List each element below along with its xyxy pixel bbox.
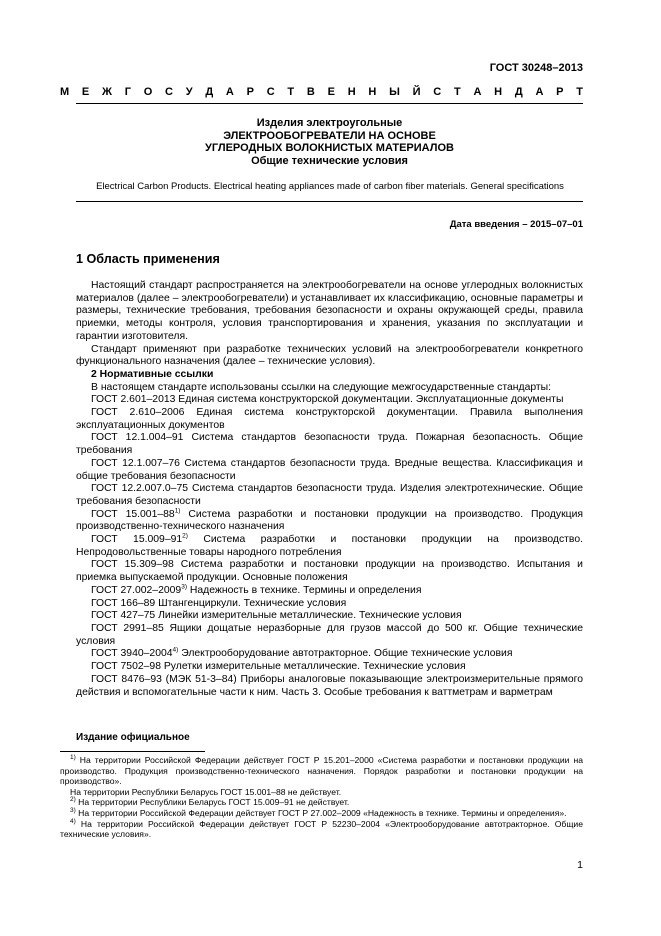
introduction-date: Дата введения – 2015–07–01: [449, 219, 583, 230]
title-rule: [76, 201, 583, 202]
footnotes: [60, 755, 583, 840]
footnote-mark: 4): [70, 817, 76, 825]
section-2-heading: 2 Нормативные ссылки: [91, 368, 214, 380]
reference-item: ГОСТ 427–75 Линейки измерительные металлические. Технические условия: [91, 610, 462, 622]
reference-code: ГОСТ 27.002–2009: [91, 584, 182, 596]
footnote-text: На территории Республики Беларусь ГОСТ 15.009–91 не действует.: [75, 797, 350, 808]
footnote-text: На территории Российской Федерации действует ГОСТ Р 15.201–2000 «Система разработки и постановки продукции на производство. Продукция производственно-технического назначения. Порядок разработки и постановки продукции на производство».: [60, 755, 583, 787]
reference-title: Система разработки и постановки продукции на производство. Непродовольственные товары народного потребления: [76, 534, 583, 558]
reference-item: ГОСТ 166–89 Штангенциркули. Технические условия: [91, 597, 347, 609]
english-title: Electrical Carbon Products. Electrical heating appliances made of carbon fiber materials. General specifications: [96, 181, 564, 192]
reference-item: ГОСТ 15.309–98 Система разработки и постановки продукции на производство. Испытания и приемка выпускаемой продукции. Основные положения: [76, 559, 583, 584]
footnote-text: На территории Российской Федерации действует ГОСТ Р 27.002–2009 «Надежность в технике. Термины и определения».: [75, 807, 567, 818]
section-1-heading: 1 Область применения: [76, 252, 220, 266]
official-edition-label: Издание официальное: [76, 732, 190, 743]
footnote-rule: [60, 751, 205, 752]
title-line-2: ЭЛЕКТРООБОГРЕВАТЕЛИ НА ОСНОВЕ: [223, 129, 436, 142]
footnote: [60, 808, 583, 819]
footnote-mark: 2): [70, 796, 76, 804]
reference-title: Надежность в технике. Термины и определения: [186, 584, 422, 596]
reference-code: ГОСТ 15.009–91: [91, 534, 183, 546]
title-line-3: УГЛЕРОДНЫХ ВОЛОКНИСТЫХ МАТЕРИАЛОВ: [205, 142, 454, 154]
footnote: [60, 819, 583, 840]
reference-item: ГОСТ 8476–93 (МЭК 51-3–84) Приборы аналоговые показывающие электроизмерительные прямого действия и вспомогательные части к ним. Часть 3. Особые требования к ваттметрам и варметрам: [76, 673, 583, 698]
references-intro: В настоящем стандарте использованы ссылки на следующие межгосударственные стандарты:: [91, 381, 552, 393]
footnote-mark: 3): [70, 807, 76, 815]
reference-title: Система разработки и постановки продукции на производство. Продукция производственно-технического назначения: [76, 508, 583, 533]
footnote: [60, 755, 583, 787]
reference-code: ГОСТ 3940–2004: [91, 648, 173, 660]
reference-item: [76, 648, 583, 661]
footnote-mark: 1): [174, 507, 181, 515]
standard-type-banner: М Е Ж Г О С У Д А Р С Т В Е Н Н Ы Й С Т А Н Д А Р Т: [60, 86, 583, 98]
reference-item: ГОСТ 2.610–2006 Единая система конструкторской документации. Правила выполнения эксплуатационных документов: [76, 407, 583, 431]
footnote-text: На территории Российской Федерации действует ГОСТ Р 52230–2004 «Электрооборудование автотракторное. Общие технические условия».: [60, 818, 583, 840]
title-block: [76, 117, 583, 167]
reference-item: [76, 534, 583, 559]
document-number: ГОСТ 30248–2013: [489, 62, 583, 74]
reference-item: [76, 509, 583, 534]
reference-item: [76, 585, 583, 598]
reference-item: ГОСТ 12.1.004–91 Система стандартов безопасности труда. Пожарная безопасность. Общие требования: [76, 432, 583, 457]
reference-item: ГОСТ 2.601–2013 Единая система конструкторской документации. Эксплуатационные документы: [91, 394, 564, 406]
title-line-4: Общие технические условия: [251, 154, 408, 167]
reference-item: ГОСТ 2991–85 Ящики дощатые неразборные для грузов массой до 500 кг. Общие технические условия: [76, 622, 583, 647]
scope-paragraph-2: Стандарт применяют при разработке технических условий на электрообогреватели конкретного функционального назначения (далее – технические условия).: [76, 343, 583, 368]
top-rule: [76, 103, 583, 104]
footnote-mark: 3): [181, 583, 187, 591]
footnote-text: На территории Республики Беларусь ГОСТ 15.001–88 не действует.: [70, 786, 342, 797]
scope-paragraph-1: Настоящий стандарт распространяется на электрообогреватели на основе углеродных волокнистых материалов (далее – электрообогреватели) и устанавливает их классификацию, основные параметры и размеры, технические требования, требования безопасности и охраны окружающей среды, правила приемки, методы контроля, условия транспортирования и хранения, указания по эксплуатации и гарантии изготовителя.: [76, 280, 583, 342]
footnote-mark: 4): [172, 646, 179, 654]
document-body: [76, 280, 583, 699]
page-number: 1: [577, 859, 583, 871]
title-line-1: Изделия электроугольные: [256, 117, 403, 129]
footnote: [60, 787, 583, 798]
reference-code: ГОСТ 15.001–88: [91, 508, 175, 520]
reference-item: ГОСТ 12.2.007.0–75 Система стандартов безопасности труда. Изделия электротехнические. Общие требования безопасности: [76, 483, 583, 507]
footnote-mark: 1): [70, 754, 76, 762]
footnote: [60, 797, 583, 808]
footnote-mark: 2): [182, 532, 188, 540]
reference-item: ГОСТ 7502–98 Рулетки измерительные металлические. Технические условия: [91, 661, 466, 673]
reference-title: Электрооборудование автотракторное. Общие технические условия: [178, 648, 513, 660]
reference-item: ГОСТ 12.1.007–76 Система стандартов безопасности труда. Вредные вещества. Классификация и общие требования безопасности: [76, 457, 583, 482]
